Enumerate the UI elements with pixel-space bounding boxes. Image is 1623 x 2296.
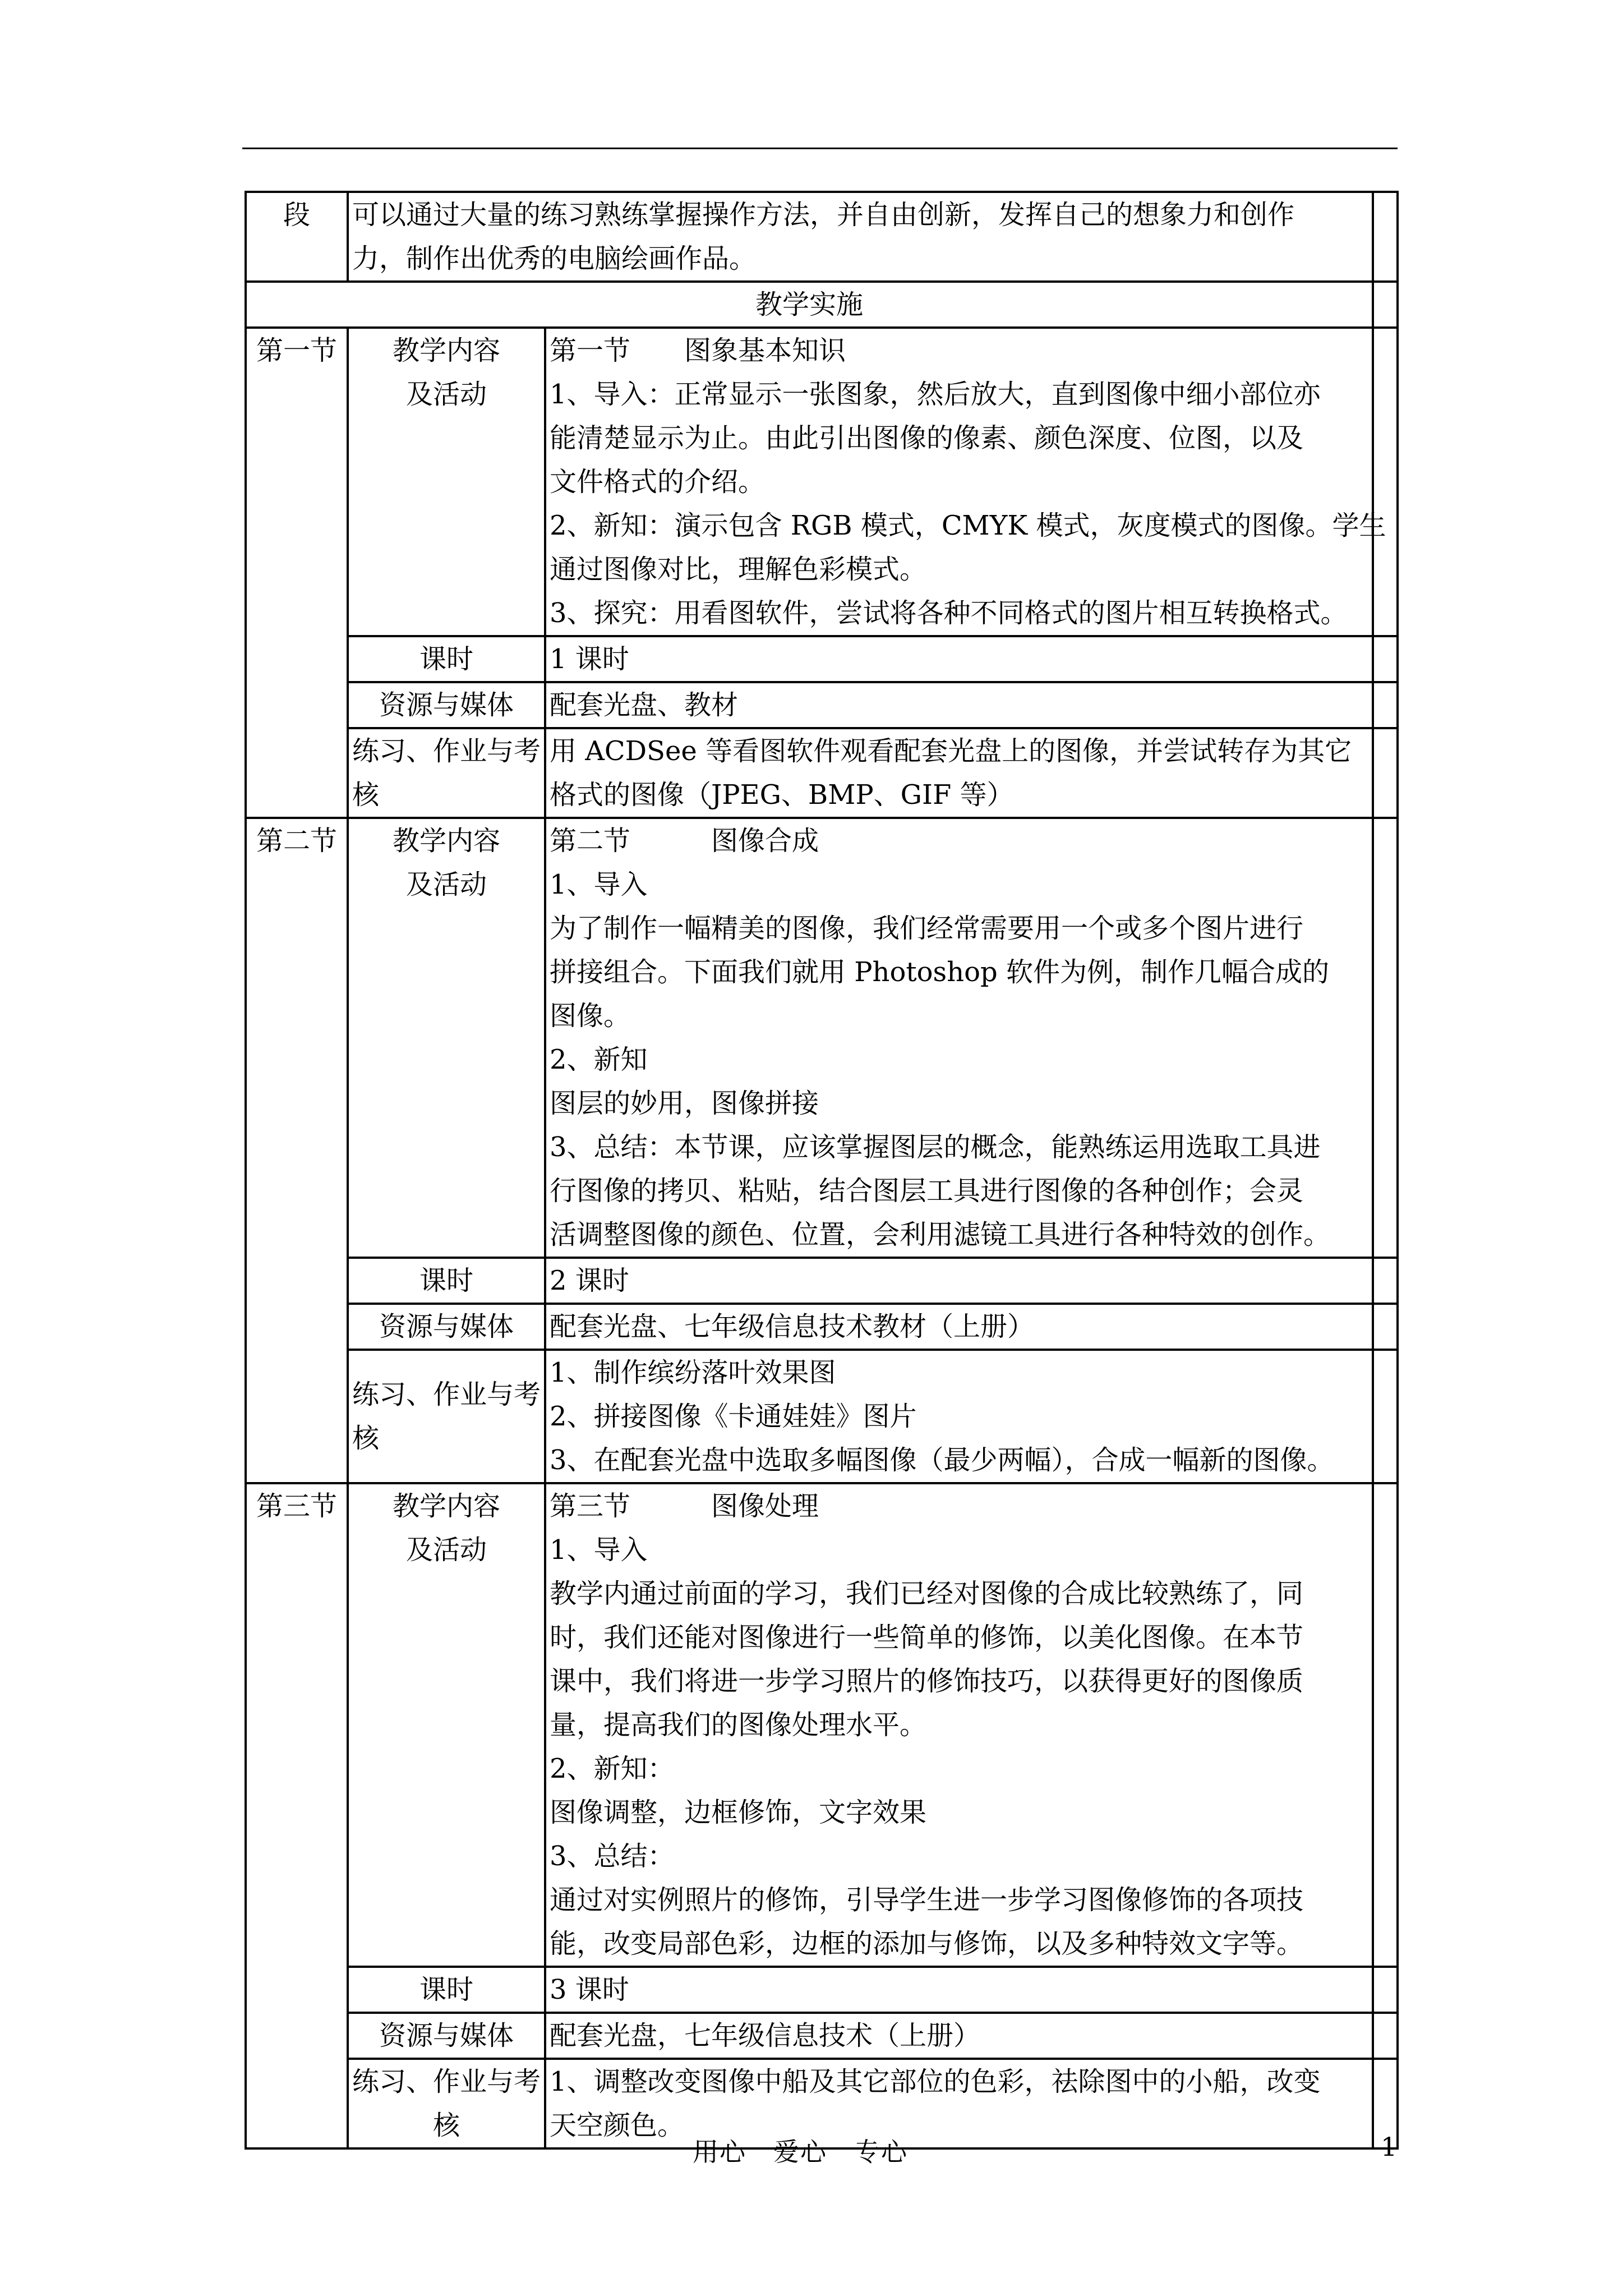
section-1-name: 第一节 <box>256 335 337 366</box>
header-rule <box>242 148 1398 149</box>
section-2-content-label-cell <box>348 818 545 1258</box>
section-3-homework-cell <box>545 2059 1373 2148</box>
content-line: 3、探究：用看图软件，尝试将各种不同格式的图片相互转换格式。 <box>550 597 1348 629</box>
section-1-homework-cell <box>545 728 1373 818</box>
homework-label-line: 练习、作业与考 <box>352 1379 541 1410</box>
section-1-name-cell <box>246 328 348 818</box>
content-line: 量，提高我们的图像处理水平。 <box>550 1709 927 1741</box>
gutter-cell <box>1373 192 1398 282</box>
section-2-name-cell <box>246 818 348 1483</box>
content-line: 行图像的拷贝、粘贴，结合图层工具进行图像的各种创作；会灵 <box>550 1175 1304 1207</box>
section-1-content-cell <box>545 328 1386 636</box>
content-line: 2、新知 <box>550 1044 648 1075</box>
content-line: 2、新知： <box>550 1753 675 1784</box>
content-line: 图像。 <box>550 1000 631 1032</box>
homework-label-line: 练习、作业与考 <box>352 735 541 767</box>
section-1-hours-value: 1 课时 <box>545 636 1373 682</box>
section-3-media-value: 配套光盘，七年级信息技术（上册） <box>545 2013 1373 2059</box>
section-3-name-cell <box>246 1483 348 2148</box>
intro-stage-label: 段 <box>283 199 310 231</box>
section-header-title: 教学实施 <box>755 289 864 320</box>
section-2-media-value: 配套光盘、七年级信息技术教材（上册） <box>545 1304 1373 1350</box>
content-line: 1、导入：正常显示一张图象，然后放大，直到图像中细小部位亦 <box>550 379 1321 410</box>
content-line: 教学内通过前面的学习，我们已经对图像的合成比较熟练了，同 <box>550 1578 1304 1609</box>
content-line: 图层的妙用，图像拼接 <box>550 1088 819 1119</box>
content-line: 为了制作一幅精美的图像，我们经常需要用一个或多个图片进行 <box>550 913 1304 944</box>
gutter-cell <box>1373 636 1398 682</box>
homework-line: 1、调整改变图像中船及其它部位的色彩，祛除图中的小船，改变 <box>550 2066 1321 2097</box>
section-3-media-row <box>246 2013 1398 2059</box>
section-3-content-label-cell <box>348 1483 545 1967</box>
section-2-content-row <box>246 818 1398 1258</box>
footer-motto: 用心 爱心 专心 <box>693 2137 908 2167</box>
content-line: 第三节 图像处理 <box>550 1490 819 1522</box>
section-2-hours-value: 2 课时 <box>545 1258 1373 1304</box>
section-2-content-cell <box>545 818 1373 1258</box>
section-1-content-row <box>246 328 1398 636</box>
gutter-cell <box>1373 682 1398 728</box>
section-1-media-label: 资源与媒体 <box>348 682 545 728</box>
section-1-hours-row <box>246 636 1398 682</box>
content-line: 拼接组合。下面我们就用 Photoshop 软件为例，制作几幅合成的 <box>550 956 1329 988</box>
content-label-line: 及活动 <box>405 1534 487 1566</box>
section-3-homework-label-cell <box>348 2059 545 2148</box>
homework-line: 3、在配套光盘中选取多幅图像（最少两幅），合成一幅新的图像。 <box>550 1444 1334 1476</box>
section-2-media-row <box>246 1304 1398 1350</box>
content-line: 时，我们还能对图像进行一些简单的修饰，以美化图像。在本节 <box>550 1622 1304 1653</box>
lesson-plan-table <box>245 191 1399 2150</box>
gutter-cell <box>1373 1350 1398 1483</box>
section-3-media-label: 资源与媒体 <box>348 2013 545 2059</box>
section-1-homework-row <box>246 728 1398 818</box>
section-3-name: 第三节 <box>256 1490 337 1522</box>
homework-line: 天空颜色。 <box>550 2110 685 2141</box>
section-2-homework-label-cell <box>348 1350 545 1483</box>
homework-line: 用 ACDSee 等看图软件观看配套光盘上的图像，并尝试转存为其它 <box>550 735 1352 767</box>
gutter-cell <box>1373 1483 1398 1967</box>
intro-text-cell <box>348 192 1373 282</box>
gutter-cell <box>1373 282 1398 328</box>
gutter-cell <box>1373 1304 1398 1350</box>
content-line: 第一节 图象基本知识 <box>550 335 846 366</box>
section-2-homework-cell <box>545 1350 1373 1483</box>
content-line: 文件格式的介绍。 <box>550 466 766 498</box>
section-1-hours-label: 课时 <box>348 636 545 682</box>
content-line: 1、导入 <box>550 1534 648 1566</box>
homework-line: 2、拼接图像《卡通娃娃》图片 <box>550 1401 917 1432</box>
homework-label-line: 核 <box>352 1423 380 1454</box>
section-1-content-label-cell <box>348 328 545 636</box>
homework-line: 1、制作缤纷落叶效果图 <box>550 1357 836 1388</box>
section-header-cell <box>246 282 1373 328</box>
section-3-hours-label: 课时 <box>348 1967 545 2013</box>
gutter-cell <box>1373 2013 1398 2059</box>
gutter-cell <box>1373 1967 1398 2013</box>
section-1-media-row <box>246 682 1398 728</box>
section-2-homework-row <box>246 1350 1398 1483</box>
section-1-homework-label-cell <box>348 728 545 818</box>
content-label-line: 及活动 <box>405 869 487 900</box>
content-line: 课中，我们将进一步学习照片的修饰技巧，以获得更好的图像质 <box>550 1665 1304 1697</box>
content-line: 能清楚显示为止。由此引出图像的像素、颜色深度、位图，以及 <box>550 422 1304 454</box>
section-header-row <box>246 282 1398 328</box>
section-3-hours-row <box>246 1967 1398 2013</box>
content-line: 第二节 图像合成 <box>550 825 819 857</box>
gutter-cell <box>1373 728 1398 818</box>
content-label-line: 教学内容 <box>392 825 500 857</box>
content-label-line: 及活动 <box>405 379 487 410</box>
homework-line: 格式的图像（JPEG、BMP、GIF 等） <box>550 779 1014 811</box>
homework-label-line: 核 <box>352 779 380 811</box>
section-2-media-label: 资源与媒体 <box>348 1304 545 1350</box>
section-2-hours-label: 课时 <box>348 1258 545 1304</box>
content-line: 1、导入 <box>550 869 648 900</box>
content-line: 2、新知：演示包含 RGB 模式，CMYK 模式，灰度模式的图像。学生 <box>550 510 1386 541</box>
section-1-media-value: 配套光盘、教材 <box>545 682 1373 728</box>
intro-stage-cell <box>246 192 348 282</box>
gutter-cell <box>1373 1258 1398 1304</box>
gutter-cell <box>1373 818 1398 1258</box>
content-label-line: 教学内容 <box>392 335 500 366</box>
homework-label-line: 练习、作业与考 <box>352 2066 541 2097</box>
intro-row <box>246 192 1398 282</box>
intro-text-line: 力，制作出优秀的电脑绘画作品。 <box>352 243 757 274</box>
section-2-hours-row <box>246 1258 1398 1304</box>
gutter-cell <box>1373 328 1398 636</box>
content-line: 能，改变局部色彩，边框的添加与修饰，以及多种特效文字等。 <box>550 1928 1304 1959</box>
content-line: 通过对实例照片的修饰，引导学生进一步学习图像修饰的各项技 <box>550 1884 1304 1916</box>
section-3-content-cell <box>545 1483 1373 1967</box>
section-2-name: 第二节 <box>256 825 337 857</box>
content-line: 图像调整，边框修饰，文字效果 <box>550 1797 927 1828</box>
content-line: 通过图像对比，理解色彩模式。 <box>550 554 927 585</box>
section-3-content-row <box>246 1483 1398 1967</box>
content-line: 3、总结： <box>550 1841 675 1872</box>
content-line: 活调整图像的颜色、位置，会利用滤镜工具进行各种特效的创作。 <box>550 1219 1331 1250</box>
section-3-hours-value: 3 课时 <box>545 1967 1373 2013</box>
intro-text-line: 可以通过大量的练习熟练掌握操作方法，并自由创新，发挥自己的想象力和创作 <box>352 199 1295 231</box>
page-number: 1 <box>1381 2132 1398 2162</box>
homework-label-line: 核 <box>432 2110 460 2141</box>
content-label-line: 教学内容 <box>392 1490 500 1522</box>
content-line: 3、总结：本节课，应该掌握图层的概念，能熟练运用选取工具进 <box>550 1131 1321 1163</box>
